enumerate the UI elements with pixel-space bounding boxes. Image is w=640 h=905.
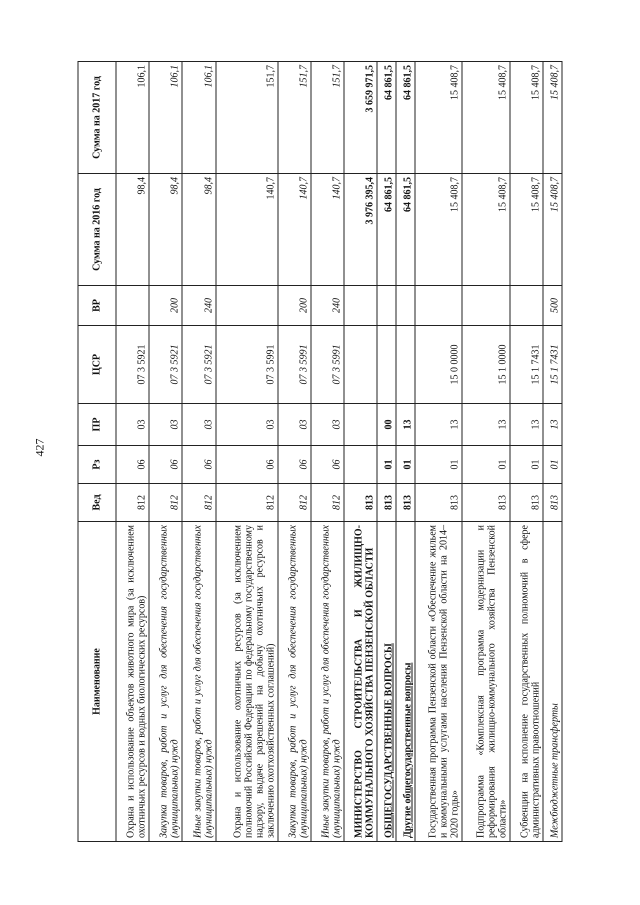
table-cell-vr: 200 <box>149 286 182 326</box>
table-cell-name: Охрана и использование объектов животного мира (за исключением охотничьих ресурсов и водных биологических ресурсов) <box>116 522 149 842</box>
table-cell-name: Иные закупки товаров, работ и услуг для обеспечения государственных (муниципальных) нужд <box>311 522 344 842</box>
table-cell-rz: 06 <box>182 446 215 484</box>
table-cell-sum-2016: 64 861,5 <box>377 174 396 286</box>
table-cell-csr: 07 3 5991 <box>311 326 344 404</box>
table-cell-vr <box>510 286 543 326</box>
table-cell-vr <box>415 286 463 326</box>
table-cell-rz: 06 <box>216 446 278 484</box>
table-cell-pr: 00 <box>377 404 396 446</box>
table-cell-sum-2017: 106,1 <box>116 62 149 174</box>
table-cell-sum-2016: 3 976 395,4 <box>344 174 377 286</box>
table-cell-ved: 812 <box>216 484 278 522</box>
table-cell-csr: 15 0 0000 <box>415 326 463 404</box>
table-cell-name: МИНИСТЕРСТВО СТРОИТЕЛЬСТВА И ЖИЛИЩНО-КОММУНАЛЬНОГО ХОЗЯЙСТВА ПЕНЗЕНСКОЙ ОБЛАСТИ <box>344 522 377 842</box>
header-sum-2016: Сумма на 2016 год <box>78 174 116 286</box>
table-cell-pr: 03 <box>182 404 215 446</box>
table-cell-ved: 812 <box>311 484 344 522</box>
header-sum-2017: Сумма на 2017 год <box>78 62 116 174</box>
table-cell-sum-2017: 15 408,7 <box>510 62 543 174</box>
table-header-row <box>78 62 116 842</box>
table-cell-ved: 813 <box>377 484 396 522</box>
table-cell-csr: 15 1 7431 <box>510 326 543 404</box>
table-cell-sum-2016: 15 408,7 <box>510 174 543 286</box>
table-cell-sum-2016: 140,7 <box>216 174 278 286</box>
table-cell-sum-2017: 15 408,7 <box>462 62 510 174</box>
table-cell-ved: 813 <box>344 484 377 522</box>
table-cell-vr <box>462 286 510 326</box>
table-cell-csr <box>377 326 396 404</box>
table-cell-csr: 15 1 7431 <box>543 326 562 404</box>
table-cell-vr <box>396 286 415 326</box>
table-cell-csr <box>396 326 415 404</box>
table-cell-ved: 813 <box>510 484 543 522</box>
header-vr: ВР <box>78 286 116 326</box>
table-cell-sum-2016: 98,4 <box>149 174 182 286</box>
table-cell-csr: 07 3 5921 <box>182 326 215 404</box>
table-cell-vr <box>344 286 377 326</box>
table-cell-ved: 813 <box>415 484 463 522</box>
table-cell-ved: 812 <box>116 484 149 522</box>
table-cell-rz: 06 <box>116 446 149 484</box>
table-row <box>344 62 377 842</box>
table-cell-rz: 01 <box>543 446 562 484</box>
table-row <box>216 62 278 842</box>
table-cell-ved: 812 <box>149 484 182 522</box>
table-cell-name: Охрана и использование охотничьих ресурсов (за исключением полномочий Российской Федерации по федеральному государственному надзору, выдаче разрешений на добычу охотничьих ресурсов и заключению охотхозяйственных соглашений) <box>216 522 278 842</box>
table-cell-rz: 06 <box>149 446 182 484</box>
table-cell-sum-2017: 106,1 <box>149 62 182 174</box>
table-cell-sum-2016: 140,7 <box>278 174 311 286</box>
table-cell-sum-2017: 151,7 <box>278 62 311 174</box>
table-cell-name: Субвенции на исполнение государственных полномочий в сфере административных правоотношений <box>510 522 543 842</box>
table-cell-pr: 03 <box>216 404 278 446</box>
header-ved: Вед <box>78 484 116 522</box>
table-row <box>278 62 311 842</box>
table-cell-ved: 813 <box>396 484 415 522</box>
table-cell-vr: 200 <box>278 286 311 326</box>
table-row <box>543 62 562 842</box>
table-cell-pr: 13 <box>510 404 543 446</box>
table-cell-pr: 13 <box>462 404 510 446</box>
table-cell-sum-2016: 98,4 <box>182 174 215 286</box>
table-cell-ved: 813 <box>543 484 562 522</box>
header-rz: Рз <box>78 446 116 484</box>
table-cell-sum-2016: 98,4 <box>116 174 149 286</box>
table-row <box>415 62 463 842</box>
table-cell-name: Другие общегосударственные вопросы <box>396 522 415 842</box>
table-cell-csr: 07 3 5991 <box>278 326 311 404</box>
table-cell-pr: 03 <box>311 404 344 446</box>
table-cell-sum-2017: 151,7 <box>311 62 344 174</box>
table-cell-csr: 07 3 5921 <box>149 326 182 404</box>
table-row <box>149 62 182 842</box>
table-cell-ved: 812 <box>278 484 311 522</box>
table-cell-vr: 500 <box>543 286 562 326</box>
table-cell-name: Государственная программа Пензенской области «Обеспечение жильем и коммунальными услугами населения Пензенской области на 2014–2020 годы» <box>415 522 463 842</box>
table-cell-csr: 15 1 0000 <box>462 326 510 404</box>
table-cell-name: Закупка товаров, работ и услуг для обеспечения государственных (муниципальных) нужд <box>278 522 311 842</box>
table-row <box>462 62 510 842</box>
table-cell-name: Межбюджетные трансферты <box>543 522 562 842</box>
table-cell-sum-2017: 106,1 <box>182 62 215 174</box>
table-cell-sum-2017: 15 408,7 <box>543 62 562 174</box>
table-cell-pr <box>344 404 377 446</box>
table-cell-pr: 13 <box>543 404 562 446</box>
table-cell-vr: 240 <box>182 286 215 326</box>
table-cell-name: Закупка товаров, работ и услуг для обеспечения государственных (муниципальных) нужд <box>149 522 182 842</box>
table-row <box>510 62 543 842</box>
table-cell-name: ОБЩЕГОСУДАРСТВЕННЫЕ ВОПРОСЫ <box>377 522 396 842</box>
table-cell-sum-2016: 15 408,7 <box>462 174 510 286</box>
table-cell-vr: 240 <box>311 286 344 326</box>
table-cell-rz: 06 <box>311 446 344 484</box>
page-number: 427 <box>32 438 47 457</box>
table-cell-sum-2016: 140,7 <box>311 174 344 286</box>
table-cell-sum-2016: 64 861,5 <box>396 174 415 286</box>
table-row <box>377 62 396 842</box>
table-cell-vr <box>377 286 396 326</box>
table-row <box>311 62 344 842</box>
table-cell-csr <box>344 326 377 404</box>
table-cell-sum-2016: 15 408,7 <box>543 174 562 286</box>
header-name: Наименование <box>78 522 116 842</box>
table-cell-sum-2017: 15 408,7 <box>415 62 463 174</box>
table-cell-csr: 07 3 5921 <box>116 326 149 404</box>
table-cell-vr <box>216 286 278 326</box>
table-cell-name: Иные закупки товаров, работ и услуг для обеспечения государственных (муниципальных) нужд <box>182 522 215 842</box>
table-cell-pr: 03 <box>278 404 311 446</box>
table-cell-rz: 01 <box>510 446 543 484</box>
table-row <box>182 62 215 842</box>
table-cell-sum-2017: 151,7 <box>216 62 278 174</box>
table-cell-ved: 813 <box>462 484 510 522</box>
table-cell-rz: 01 <box>396 446 415 484</box>
table-cell-pr: 03 <box>149 404 182 446</box>
rotated-table-container <box>78 62 563 842</box>
table-cell-sum-2017: 64 861,5 <box>377 62 396 174</box>
table-cell-rz: 01 <box>462 446 510 484</box>
table-cell-pr: 13 <box>415 404 463 446</box>
table-cell-rz: 06 <box>278 446 311 484</box>
table-row <box>116 62 149 842</box>
header-csr: ЦСР <box>78 326 116 404</box>
table-cell-pr: 13 <box>396 404 415 446</box>
table-cell-rz <box>344 446 377 484</box>
table-cell-rz: 01 <box>415 446 463 484</box>
table-cell-sum-2017: 64 861,5 <box>396 62 415 174</box>
table-row <box>396 62 415 842</box>
header-pr: ПР <box>78 404 116 446</box>
table-cell-sum-2016: 15 408,7 <box>415 174 463 286</box>
table-cell-sum-2017: 3 659 971,5 <box>344 62 377 174</box>
table-cell-ved: 812 <box>182 484 215 522</box>
table-cell-pr: 03 <box>116 404 149 446</box>
table-cell-name: Подпрограмма «Комплексная программа модернизации и реформирования жилищно-коммунального хозяйства Пензенской области» <box>462 522 510 842</box>
table-cell-rz: 01 <box>377 446 396 484</box>
table-cell-vr <box>116 286 149 326</box>
budget-table <box>78 61 563 842</box>
table-cell-csr: 07 3 5991 <box>216 326 278 404</box>
